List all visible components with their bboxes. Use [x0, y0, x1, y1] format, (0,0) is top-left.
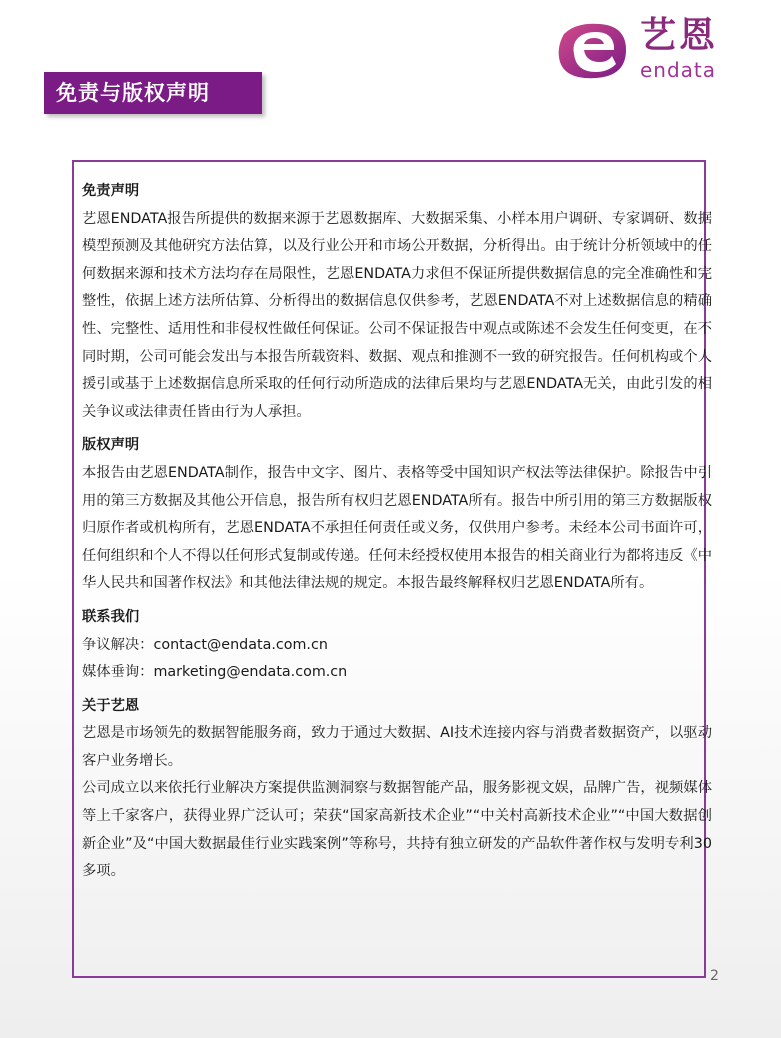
disclaimer-content: [82, 178, 712, 892]
disclaimer-text: 艺恩ENDATA报告所提供的数据来源于艺恩数据库、大数据采集、小样本用户调研、专家调研、数据模型预测及其他研究方法估算，以及行业公开和市场公开数据，分析得出。由于统计分析领域中的任何数据来源和技术方法均存在局限性，艺恩ENDATA力求但不保证所提供数据信息的完全准确性和完整性，依据上述方法所估算、分析得出的数据信息仅供参考，艺恩ENDATA不对上述数据信息的精确性、完整性、适用性和非侵权性做任何保证。公司不保证报告中观点或陈述不会发生任何变更，在不同时期，公司可能会发出与本报告所载资料、数据、观点和推测不一致的研究报告。任何机构或个人援引或基于上述数据信息所采取的任何行动所造成的法律后果均与艺恩ENDATA无关，由此引发的相关争议或法律责任皆由行为人承担。: [82, 210, 712, 420]
copyright-text: 本报告由艺恩ENDATA制作，报告中文字、图片、表格等受中国知识产权法等法律保护。除报告中引用的第三方数据及其他公开信息，报告所有权归艺恩ENDATA所有。报告中所引用的第三方数据版权归原作者或机构所有，艺恩ENDATA不承担任何责任或义务，仅供用户参考。未经本公司书面许可，任何组织和个人不得以任何形式复制或传递。任何未经授权使用本报告的相关商业行为都将违反《中华人民共和国著作权法》和其他法律法规的规定。本报告最终解释权归艺恩ENDATA所有。: [82, 464, 712, 592]
about-text-2: 公司成立以来依托行业解决方案提供监测洞察与数据智能产品，服务影视文娱，品牌广告，视频媒体等上千家客户，获得业界广泛认可；荣获“国家高新技术企业”“中关村高新技术企业”“中国大数据创新企业”及“中国大数据最佳行业实践案例”等称号，共持有独立研发的产品软件著作权与发明专利30多项。: [82, 780, 712, 880]
about-heading: 关于艺恩: [82, 697, 140, 714]
contact-media: 媒体垂询：marketing@endata.com.cn: [82, 664, 348, 681]
copyright-heading: 版权声明: [82, 437, 140, 454]
about-text-1: 艺恩是市场领先的数据智能服务商，致力于通过大数据、AI技术连接内容与消费者数据资产，以驱动客户业务增长。: [82, 725, 712, 769]
logo-english-text: endata: [640, 58, 717, 82]
page-title: 免责与版权声明: [56, 81, 210, 105]
disclaimer-heading: 免责声明: [82, 183, 140, 199]
endata-logo: [556, 14, 746, 86]
copyright-section: [82, 432, 712, 598]
contact-section: [82, 604, 712, 687]
endata-logo-icon: [556, 20, 630, 80]
contact-heading: 联系我们: [82, 608, 140, 625]
logo-chinese-text: 艺恩: [640, 15, 719, 56]
about-section: [82, 693, 712, 886]
disclaimer-section: [82, 178, 712, 426]
contact-dispute: 争议解决：contact@endata.com.cn: [82, 636, 328, 653]
page-number: 2: [710, 968, 719, 984]
